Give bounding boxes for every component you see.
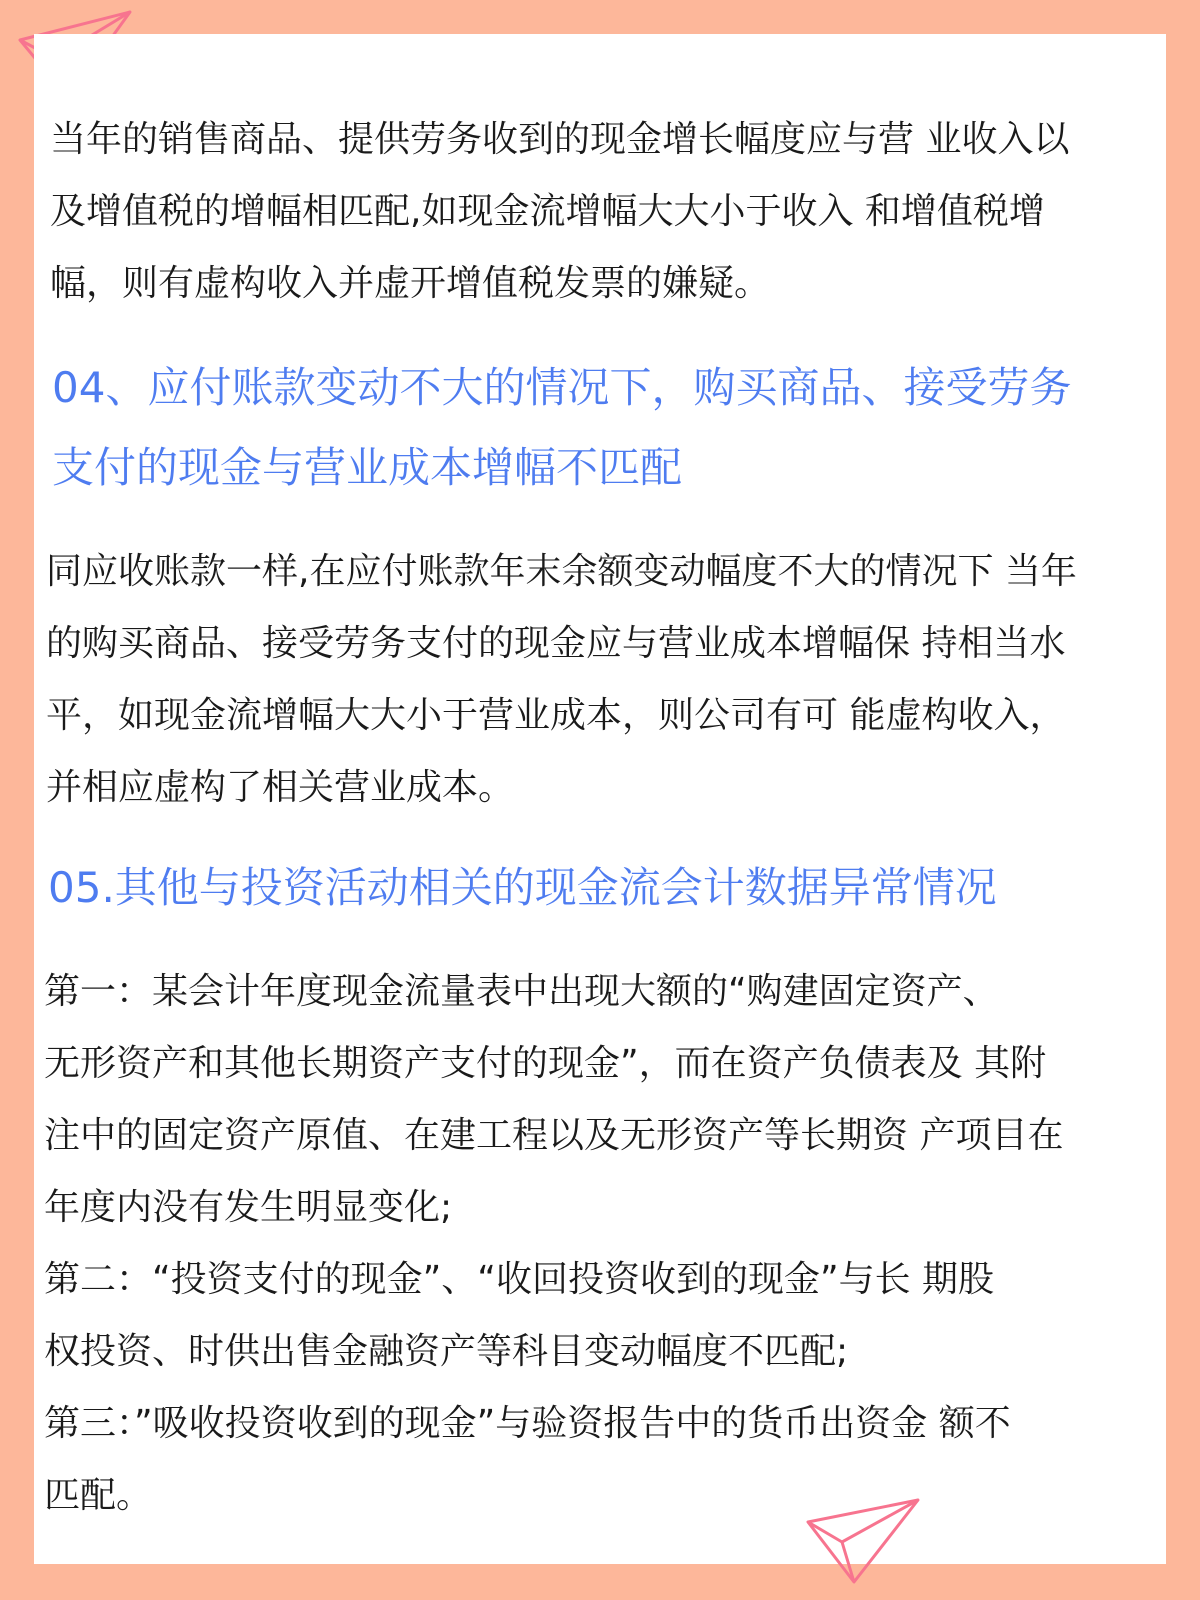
paper-plane-icon xyxy=(802,1496,924,1588)
text-line: 当年的销售商品、提供劳务收到的现金增长幅度应与营 业收入以 xyxy=(50,119,1070,160)
text-line: 第二：“投资支付的现金”、“收回投资收到的现金”与长 期股 xyxy=(44,1259,995,1300)
text-line: 同应收账款一样,在应付账款年末余额变动幅度不大的情况下 当年 xyxy=(46,551,1077,592)
text-line: 幅，则有虚构收入并虚开增值税发票的嫌疑。 xyxy=(50,263,771,304)
text-line: 平，如现金流增幅大大小于营业成本，则公司有可 能虚构收入， xyxy=(46,695,1066,736)
text-line: 年度内没有发生明显变化; xyxy=(44,1187,453,1228)
heading-line: 05.其他与投资活动相关的现金流会计数据异常情况 xyxy=(48,863,997,912)
content-card xyxy=(34,34,1166,1564)
heading-line: 支付的现金与营业成本增幅不匹配 xyxy=(52,443,683,492)
text-line: 第三：”吸收投资收到的现金”与验资报告中的货币出资金 额不 xyxy=(44,1403,1011,1444)
text-line: 第一：某会计年度现金流量表中出现大额的“购建固定资产、 xyxy=(44,971,999,1012)
text-line: 注中的固定资产原值、在建工程以及无形资产等长期资 产项目在 xyxy=(44,1115,1064,1156)
text-line: 及增值税的增幅相匹配,如现金流增幅大大小于收入 和增值税增 xyxy=(50,191,1045,232)
text-line: 匹配。 xyxy=(44,1475,153,1516)
text-line: 权投资、时供出售金融资产等科目变动幅度不匹配; xyxy=(44,1331,849,1372)
text-line: 并相应虚构了相关营业成本。 xyxy=(46,767,515,808)
heading-line: 04、应付账款变动不大的情况下，购买商品、接受劳务 xyxy=(52,363,1072,412)
text-line: 的购买商品、接受劳务支付的现金应与营业成本增幅保 持相当水 xyxy=(46,623,1066,664)
text-line: 无形资产和其他长期资产支付的现金”，而在资产负债表及 其附 xyxy=(44,1043,1047,1084)
